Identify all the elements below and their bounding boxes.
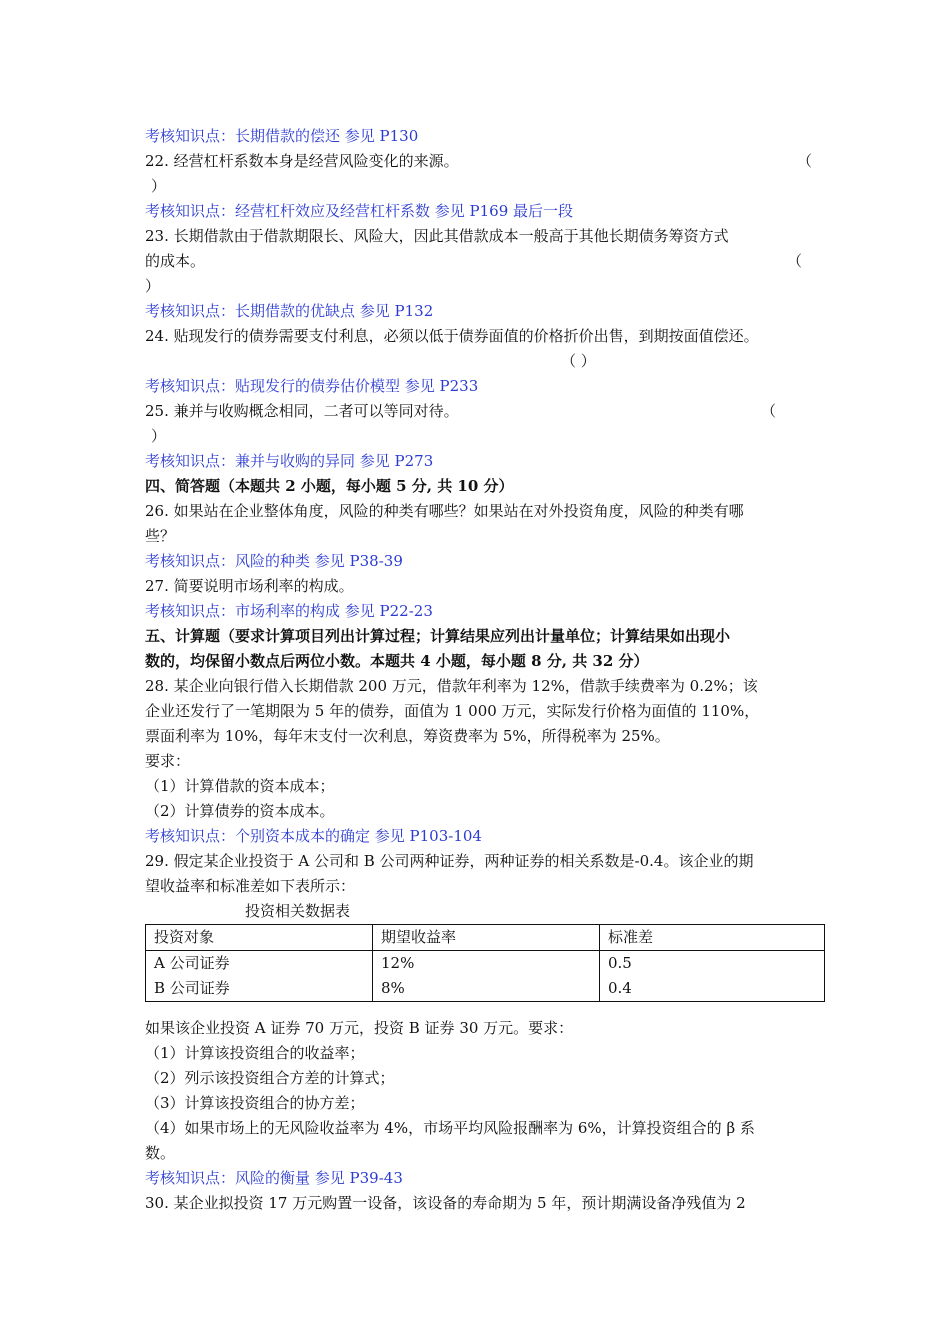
question-29-line2: 望收益率和标准差如下表所示：	[145, 877, 356, 895]
table-header-cell: 标准差	[600, 925, 825, 951]
table-cell: 12%	[373, 951, 600, 977]
table-cell: A 公司证券	[146, 951, 373, 977]
section-5-heading-line1: 五、计算题（要求计算项目列出计算过程；计算结果应列出计量单位；计算结果如出现小	[145, 627, 731, 645]
knowledge-point-22: 考核知识点：经营杠杆效应及经营杠杆系数 参见 P169 最后一段	[145, 202, 574, 220]
answer-paren-open: （	[787, 252, 803, 270]
answer-paren-open: （	[797, 152, 813, 170]
question-29-req-2: （2）列示该投资组合方差的计算式；	[145, 1069, 395, 1087]
section-5-heading-line2: 数的，均保留小数点后两位小数。本题共 4 小题，每小题 8 分, 共 32 分）	[145, 652, 649, 670]
document-page	[145, 124, 825, 1216]
question-25	[145, 399, 825, 424]
table-header-row	[146, 925, 825, 951]
question-28-line3: 票面利率为 10%，每年末支付一次利息，筹资费率为 5%，所得税率为 25%。	[145, 727, 670, 745]
question-22	[145, 149, 825, 174]
question-28-req-2: （2）计算债券的资本成本。	[145, 802, 335, 820]
table-cell: 0.5	[600, 951, 825, 977]
knowledge-point-24: 考核知识点：贴现发行的债券估价模型 参见 P233	[145, 377, 479, 395]
knowledge-point-23: 考核知识点：长期借款的优缺点 参见 P132	[145, 302, 434, 320]
question-28-line2: 企业还发行了一笔期限为 5 年的债券，面值为 1 000 万元，实际发行价格为面值的 110%，	[145, 702, 760, 720]
table-cell: B 公司证券	[146, 976, 373, 1002]
section-4-heading: 四、简答题（本题共 2 小题，每小题 5 分, 共 10 分）	[145, 477, 514, 495]
investment-data-table	[145, 924, 825, 1002]
knowledge-point-28: 考核知识点：个别资本成本的确定 参见 P103-104	[145, 827, 482, 845]
knowledge-point-26: 考核知识点：风险的种类 参见 P38-39	[145, 552, 403, 570]
question-29-req-1: （1）计算该投资组合的收益率；	[145, 1044, 365, 1062]
table-row	[146, 951, 825, 977]
table-caption: 投资相关数据表	[245, 902, 351, 920]
answer-paren-open: （	[761, 402, 777, 420]
answer-paren-close-23: ）	[145, 277, 161, 295]
table-cell: 0.4	[600, 976, 825, 1002]
question-23-line1: 23. 长期借款由于借款期限长、风险大，因此其借款成本一般高于其他长期债务筹资方式	[145, 227, 729, 245]
question-29-after-table: 如果该企业投资 A 证券 70 万元，投资 B 证券 30 万元。要求：	[145, 1019, 574, 1037]
table-cell: 8%	[373, 976, 600, 1002]
question-29-line1: 29. 假定某企业投资于 A 公司和 B 公司两种证券，两种证券的相关系数是-0.4。该企业的期	[145, 852, 754, 870]
question-29-req-4-line1: （4）如果市场上的无风险收益率为 4%，市场平均风险报酬率为 6%，计算投资组合的 β 系	[145, 1119, 755, 1137]
question-26-line2: 些？	[145, 527, 176, 545]
table-spacer	[145, 1002, 825, 1016]
question-24-line1: 24. 贴现发行的债券需要支付利息，必须以低于债券面值的价格折价出售，到期按面值偿还。	[145, 327, 759, 345]
answer-paren: （ ）	[561, 352, 596, 370]
question-25-text: 25. 兼并与收购概念相同，二者可以等同对待。	[145, 402, 459, 420]
question-23-line2	[145, 249, 825, 274]
answer-paren-close-25: ）	[151, 427, 167, 445]
answer-paren-close-22: ）	[151, 177, 167, 195]
question-23-text: 的成本。	[145, 252, 206, 270]
knowledge-point-27: 考核知识点：市场利率的构成 参见 P22-23	[145, 602, 433, 620]
table-row	[146, 976, 825, 1002]
knowledge-point-21: 考核知识点：长期借款的偿还 参见 P130	[145, 127, 419, 145]
knowledge-point-29: 考核知识点：风险的衡量 参见 P39-43	[145, 1169, 403, 1187]
table-header-cell: 投资对象	[146, 925, 373, 951]
question-28-line1: 28. 某企业向银行借入长期借款 200 万元，借款年利率为 12%，借款手续费率为 0.2%；该	[145, 677, 758, 695]
question-24-paren	[145, 349, 825, 374]
knowledge-point-25: 考核知识点：兼并与收购的异同 参见 P273	[145, 452, 434, 470]
question-29-req-4-line2: 数。	[145, 1144, 176, 1162]
question-29-req-3: （3）计算该投资组合的协方差；	[145, 1094, 365, 1112]
question-22-text: 22. 经营杠杆系数本身是经营风险变化的来源。	[145, 152, 459, 170]
question-26-line1: 26. 如果站在企业整体角度，风险的种类有哪些？如果站在对外投资角度，风险的种类有哪	[145, 502, 744, 520]
question-28-requirement: 要求：	[145, 752, 191, 770]
question-30-line1: 30. 某企业拟投资 17 万元购置一设备，该设备的寿命期为 5 年，预计期满设备净残值为 2	[145, 1194, 746, 1212]
question-28-req-1: （1）计算借款的资本成本；	[145, 777, 335, 795]
table-header-cell: 期望收益率	[373, 925, 600, 951]
question-27: 27. 简要说明市场利率的构成。	[145, 577, 354, 595]
